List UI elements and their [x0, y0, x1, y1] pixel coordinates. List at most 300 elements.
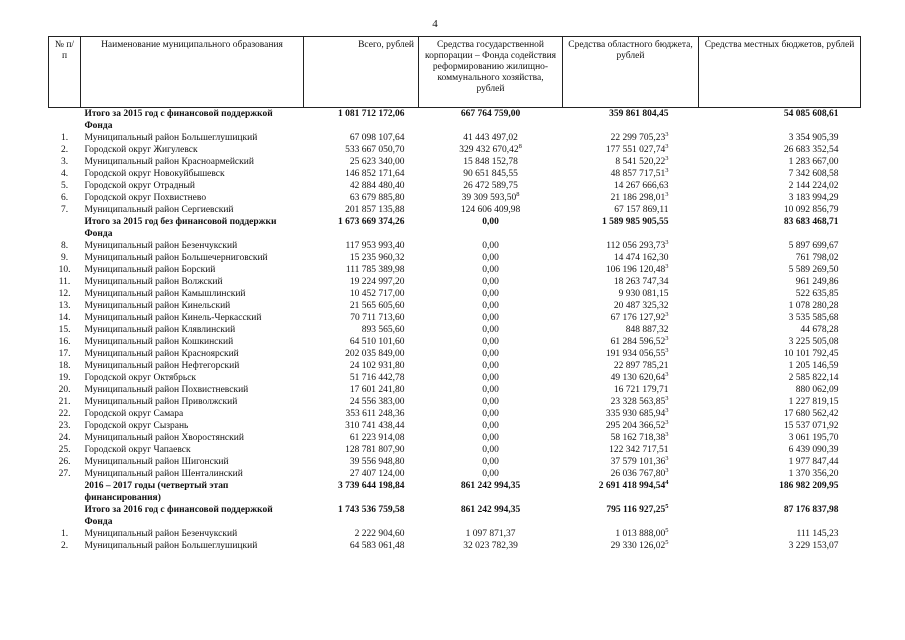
fund-value: [419, 528, 563, 540]
local-value: [699, 420, 861, 432]
fund-value-text: 26 472 589,75: [463, 181, 518, 191]
total-value: [304, 324, 419, 336]
local-value: [699, 144, 861, 156]
local-value: [699, 348, 861, 360]
footnote-mark: 3: [665, 455, 669, 462]
total-value: [304, 300, 419, 312]
regional-value: [563, 204, 699, 216]
regional-value: [563, 132, 699, 144]
total-value: [304, 396, 419, 408]
footnote-mark: 3: [665, 131, 669, 138]
table-summary-row: [49, 108, 861, 133]
total-value: [304, 540, 419, 552]
fund-value: [419, 132, 563, 144]
regional-value-text: 112 056 293,73: [606, 241, 666, 251]
local-value: [699, 468, 861, 480]
municipality-name-text: Муниципальный район Большеглушицкий: [84, 541, 258, 551]
municipality-name-text: Муниципальный район Приволжский: [84, 397, 238, 407]
local-value-text: 26 683 352,54: [783, 145, 839, 155]
regional-value-text: 26 036 767,80: [610, 469, 666, 479]
row-number-text: 4.: [60, 169, 69, 179]
fund-value: [419, 504, 563, 528]
fund-value: [419, 288, 563, 300]
local-value-text: 880 062,09: [795, 385, 839, 395]
row-number: [49, 456, 81, 468]
total-value: [304, 252, 419, 264]
fund-value-text: 0,00: [482, 397, 499, 407]
regional-value-text: 14 474 162,30: [613, 253, 669, 263]
table-row: [49, 396, 861, 408]
total-value-text: 17 601 241,80: [349, 385, 405, 395]
fund-value-text: 0,00: [482, 445, 499, 455]
local-value: [699, 504, 861, 528]
regional-value: [563, 420, 699, 432]
row-number-text: 25.: [58, 445, 71, 455]
fund-value: [419, 408, 563, 420]
total-value-text: 15 235 960,32: [349, 253, 405, 263]
fund-value: [419, 420, 563, 432]
row-number: [49, 468, 81, 480]
regional-value-text: 9 930 081,15: [618, 289, 669, 299]
fund-value: [419, 168, 563, 180]
fund-value: [419, 252, 563, 264]
local-value-text: 87 176 837,98: [783, 505, 839, 515]
footnote-mark: 3: [665, 311, 669, 318]
total-value: [304, 288, 419, 300]
local-value: [699, 288, 861, 300]
total-value-text: 64 583 061,48: [349, 541, 405, 551]
local-value: [699, 156, 861, 168]
local-value-text: 3 061 195,70: [788, 433, 839, 443]
municipality-name: [81, 132, 304, 144]
table-row: [49, 300, 861, 312]
regional-value-text: 22 897 785,21: [613, 361, 669, 371]
table-summary-row: [49, 480, 861, 504]
table-row: [49, 528, 861, 540]
fund-value: [419, 312, 563, 324]
total-value-text: 3 739 644 198,84: [338, 481, 405, 491]
local-value: [699, 240, 861, 252]
regional-value-text: 49 130 620,64: [610, 373, 666, 383]
municipality-name: [81, 216, 304, 240]
local-value: [699, 336, 861, 348]
table-row: [49, 168, 861, 180]
local-value-text: 54 085 608,61: [783, 109, 839, 119]
municipality-name-text: Городской округ Чапаевск: [84, 445, 191, 455]
total-value: [304, 468, 419, 480]
total-value-text: 310 741 438,44: [345, 421, 405, 431]
municipality-name-text: Городской округ Октябрьск: [84, 373, 197, 383]
row-number: [49, 348, 81, 360]
fund-value-text: 0,00: [482, 253, 499, 263]
footnote-mark: 3: [665, 431, 669, 438]
regional-value-text: 1 589 985 905,55: [602, 217, 669, 227]
row-number: [49, 396, 81, 408]
fund-value: [419, 240, 563, 252]
fund-value: [419, 216, 563, 240]
local-value: [699, 192, 861, 204]
regional-value: [563, 168, 699, 180]
local-value: [699, 276, 861, 288]
table-row: [49, 264, 861, 276]
header-municipality: Наименование муниципального образования: [81, 37, 304, 108]
row-number-text: 2.: [60, 541, 69, 551]
fund-value: [419, 456, 563, 468]
total-value: [304, 456, 419, 468]
municipality-name: [81, 336, 304, 348]
local-value-text: 1 370 356,20: [788, 469, 839, 479]
regional-value-text: 14 267 666,63: [613, 181, 669, 191]
total-value: [304, 192, 419, 204]
fund-value: [419, 180, 563, 192]
row-number: [49, 240, 81, 252]
municipality-name-text: Итого за 2015 год без финансовой поддержки Фонда: [84, 217, 277, 239]
fund-value-text: 0,00: [482, 265, 499, 275]
regional-value-text: 58 162 718,38: [610, 433, 666, 443]
municipality-name: [81, 372, 304, 384]
local-value-text: 3 535 585,68: [788, 313, 839, 323]
local-value-text: 1 227 819,15: [788, 397, 839, 407]
municipality-name: [81, 408, 304, 420]
table-header-row: [49, 37, 861, 108]
municipality-name: [81, 288, 304, 300]
total-value-text: 533 667 050,70: [345, 145, 405, 155]
table-row: [49, 252, 861, 264]
table-row: [49, 540, 861, 552]
local-value: [699, 396, 861, 408]
row-number-text: 2.: [60, 145, 69, 155]
total-value-text: 39 556 948,80: [349, 457, 405, 467]
fund-value-text: 0,00: [482, 349, 499, 359]
row-number-text: 16.: [58, 337, 71, 347]
municipality-name: [81, 264, 304, 276]
local-value-text: 5 589 269,50: [788, 265, 839, 275]
table-summary-row: [49, 216, 861, 240]
municipality-name: [81, 420, 304, 432]
local-value-text: 44 678,28: [800, 325, 839, 335]
local-value: [699, 456, 861, 468]
fund-value-text: 0,00: [482, 385, 499, 395]
footnote-mark: 8: [518, 143, 522, 150]
total-value: [304, 276, 419, 288]
regional-value: [563, 156, 699, 168]
table-body: [49, 108, 861, 553]
total-value-text: 201 857 135,88: [345, 205, 405, 215]
fund-value-text: 0,00: [482, 313, 499, 323]
regional-value-text: 359 861 804,45: [609, 109, 669, 119]
row-number-text: 14.: [58, 313, 71, 323]
local-value: [699, 432, 861, 444]
row-number: [49, 144, 81, 156]
regional-value: [563, 372, 699, 384]
fund-value-text: 0,00: [482, 217, 499, 227]
regional-value-text: 23 328 563,85: [610, 397, 666, 407]
regional-value-text: 295 204 366,52: [605, 421, 666, 431]
fund-value-text: 861 242 994,35: [460, 481, 521, 491]
table-row: [49, 324, 861, 336]
local-value: [699, 300, 861, 312]
municipality-name: [81, 300, 304, 312]
fund-value-text: 0,00: [482, 433, 499, 443]
row-number-text: 10.: [58, 265, 71, 275]
local-value: [699, 444, 861, 456]
local-value: [699, 540, 861, 552]
total-value: [304, 336, 419, 348]
fund-value: [419, 276, 563, 288]
municipality-name-text: Муниципальный район Клявлинский: [84, 325, 236, 335]
table-row: [49, 384, 861, 396]
local-value: [699, 168, 861, 180]
regional-value: [563, 240, 699, 252]
row-number: [49, 216, 81, 240]
total-value-text: 1 673 669 374,26: [338, 217, 405, 227]
total-value-text: 117 953 993,40: [345, 241, 405, 251]
total-value: [304, 180, 419, 192]
row-number-text: 3.: [60, 157, 69, 167]
local-value-text: 761 798,02: [795, 253, 839, 263]
regional-value-text: 122 342 717,51: [609, 445, 669, 455]
municipality-name: [81, 108, 304, 133]
footnote-mark: 3: [665, 155, 669, 162]
total-value: [304, 444, 419, 456]
local-value-text: 6 439 090,39: [788, 445, 839, 455]
row-number-text: 27.: [58, 469, 71, 479]
row-number-text: 9.: [60, 253, 69, 263]
municipality-name: [81, 480, 304, 504]
row-number: [49, 264, 81, 276]
total-value: [304, 360, 419, 372]
regional-value: [563, 324, 699, 336]
local-value: [699, 312, 861, 324]
footnote-mark: 3: [665, 191, 669, 198]
municipality-name: [81, 360, 304, 372]
fund-value: [419, 108, 563, 133]
fund-value-text: 0,00: [482, 457, 499, 467]
regional-value: [563, 540, 699, 552]
municipality-name-text: Муниципальный район Шенталинский: [84, 469, 243, 479]
municipality-name-text: Муниципальный район Похвистневский: [84, 385, 249, 395]
municipality-name: [81, 432, 304, 444]
fund-value: [419, 372, 563, 384]
row-number: [49, 300, 81, 312]
fund-value: [419, 300, 563, 312]
fund-value-text: 0,00: [482, 469, 499, 479]
footnote-mark: 4: [665, 479, 669, 486]
regional-value: [563, 216, 699, 240]
row-number-text: 18.: [58, 361, 71, 371]
regional-value: [563, 360, 699, 372]
municipality-name: [81, 384, 304, 396]
regional-value: [563, 408, 699, 420]
regional-value-text: 29 330 126,02: [610, 541, 666, 551]
header-total: Всего, рублей: [304, 37, 419, 108]
local-value-text: 3 183 994,29: [788, 193, 839, 203]
fund-value-text: 0,00: [482, 409, 499, 419]
municipality-name: [81, 252, 304, 264]
total-value-text: 67 098 107,64: [349, 133, 405, 143]
regional-value: [563, 444, 699, 456]
local-value-text: 1 283 667,00: [788, 157, 839, 167]
table-row: [49, 372, 861, 384]
table-row: [49, 240, 861, 252]
row-number: [49, 276, 81, 288]
row-number: [49, 336, 81, 348]
row-number: [49, 408, 81, 420]
municipality-name: [81, 348, 304, 360]
local-value-text: 3 229 153,07: [788, 541, 839, 551]
local-value-text: 522 635,85: [795, 289, 839, 299]
municipality-name: [81, 156, 304, 168]
fund-value-text: 329 432 670,42: [459, 145, 519, 155]
regional-value: [563, 180, 699, 192]
total-value-text: 25 623 340,00: [349, 157, 405, 167]
row-number-text: 13.: [58, 301, 71, 311]
total-value-text: 10 452 717,00: [349, 289, 405, 299]
total-value-text: 24 102 931,80: [349, 361, 405, 371]
total-value: [304, 312, 419, 324]
total-value-text: 1 743 536 759,58: [338, 505, 405, 515]
regional-value: [563, 348, 699, 360]
table-row: [49, 348, 861, 360]
municipality-name-text: Муниципальный район Кинельский: [84, 301, 231, 311]
municipality-name: [81, 180, 304, 192]
municipality-name-text: Муниципальный район Сергиевский: [84, 205, 234, 215]
municipality-name-text: Муниципальный район Большеглушицкий: [84, 133, 258, 143]
municipality-name: [81, 528, 304, 540]
fund-value: [419, 360, 563, 372]
regional-value: [563, 144, 699, 156]
regional-value-text: 21 186 298,01: [610, 193, 666, 203]
total-value-text: 353 611 248,36: [345, 409, 405, 419]
total-value: [304, 108, 419, 133]
total-value: [304, 372, 419, 384]
row-number-text: 23.: [58, 421, 71, 431]
regional-value: [563, 480, 699, 504]
table-row: [49, 180, 861, 192]
municipality-name-text: 2016 – 2017 годы (четвертый этап финансирования): [84, 481, 229, 503]
regional-value: [563, 288, 699, 300]
municipality-name: [81, 144, 304, 156]
regional-value-text: 177 551 027,74: [605, 145, 666, 155]
total-value: [304, 432, 419, 444]
regional-value: [563, 396, 699, 408]
municipality-name: [81, 324, 304, 336]
municipality-name-text: Итого за 2016 год с финансовой поддержкой Фонда: [84, 505, 273, 527]
fund-value-text: 39 309 593,50: [461, 193, 517, 203]
total-value-text: 63 679 885,80: [349, 193, 405, 203]
table-row: [49, 432, 861, 444]
fund-value: [419, 156, 563, 168]
row-number: [49, 156, 81, 168]
local-value-text: 2 144 224,02: [788, 181, 839, 191]
local-value: [699, 324, 861, 336]
row-number: [49, 288, 81, 300]
local-value-text: 2 585 822,14: [788, 373, 839, 383]
local-value-text: 15 537 071,92: [783, 421, 839, 431]
table-row: [49, 276, 861, 288]
row-number-text: 6.: [60, 193, 69, 203]
fund-value-text: 0,00: [482, 289, 499, 299]
fund-value-text: 0,00: [482, 241, 499, 251]
municipality-name-text: Муниципальный район Камышлинский: [84, 289, 246, 299]
total-value-text: 21 565 605,60: [349, 301, 405, 311]
local-value-text: 961 249,86: [795, 277, 839, 287]
footnote-mark: 3: [665, 335, 669, 342]
local-value-text: 10 092 856,79: [783, 205, 839, 215]
table-row: [49, 288, 861, 300]
row-number-text: 12.: [58, 289, 71, 299]
local-value: [699, 480, 861, 504]
footnote-mark: 3: [665, 395, 669, 402]
table-row: [49, 360, 861, 372]
municipality-name: [81, 312, 304, 324]
total-value: [304, 156, 419, 168]
municipality-name-text: Муниципальный район Кошкинский: [84, 337, 234, 347]
row-number: [49, 504, 81, 528]
regional-value: [563, 312, 699, 324]
municipality-name-text: Муниципальный район Шигонский: [84, 457, 229, 467]
total-value-text: 27 407 124,00: [349, 469, 405, 479]
row-number-text: 8.: [60, 241, 69, 251]
table-row: [49, 312, 861, 324]
local-value-text: 111 145,23: [796, 529, 839, 539]
row-number: [49, 480, 81, 504]
fund-value-text: 0,00: [482, 361, 499, 371]
local-value-text: 83 683 468,71: [783, 217, 839, 227]
row-number: [49, 204, 81, 216]
local-value-text: 3 225 505,08: [788, 337, 839, 347]
local-value: [699, 528, 861, 540]
footnote-mark: 5: [665, 527, 669, 534]
row-number: [49, 108, 81, 133]
local-value-text: 186 982 209,95: [779, 481, 839, 491]
regional-value-text: 67 176 127,92: [610, 313, 666, 323]
total-value: [304, 144, 419, 156]
local-value-text: 5 897 699,67: [788, 241, 839, 251]
fund-value-text: 0,00: [482, 325, 499, 335]
row-number: [49, 180, 81, 192]
row-number-text: 17.: [58, 349, 71, 359]
row-number: [49, 324, 81, 336]
municipality-name-text: Городской округ Похвистнево: [84, 193, 207, 203]
row-number: [49, 432, 81, 444]
municipality-name-text: Городской округ Сызрань: [84, 421, 189, 431]
regional-value-text: 16 721 179,71: [613, 385, 669, 395]
total-value: [304, 348, 419, 360]
local-value: [699, 252, 861, 264]
local-value-text: 3 354 905,39: [788, 133, 839, 143]
row-number-text: 1.: [60, 133, 69, 143]
table-row: [49, 204, 861, 216]
table-row: [49, 420, 861, 432]
fund-value: [419, 324, 563, 336]
municipality-name: [81, 540, 304, 552]
regional-value-text: 18 263 747,34: [613, 277, 669, 287]
row-number: [49, 168, 81, 180]
table-row: [49, 144, 861, 156]
municipality-name-text: Городской округ Отрадный: [84, 181, 196, 191]
row-number-text: 22.: [58, 409, 71, 419]
fund-value: [419, 144, 563, 156]
local-value: [699, 108, 861, 133]
fund-value-text: 90 651 845,55: [463, 169, 518, 179]
regional-value: [563, 252, 699, 264]
total-value: [304, 132, 419, 144]
regional-value: [563, 468, 699, 480]
municipality-name-text: Городской округ Жигулевск: [84, 145, 198, 155]
fund-value-text: 0,00: [482, 277, 499, 287]
footnote-mark: 3: [665, 239, 669, 246]
